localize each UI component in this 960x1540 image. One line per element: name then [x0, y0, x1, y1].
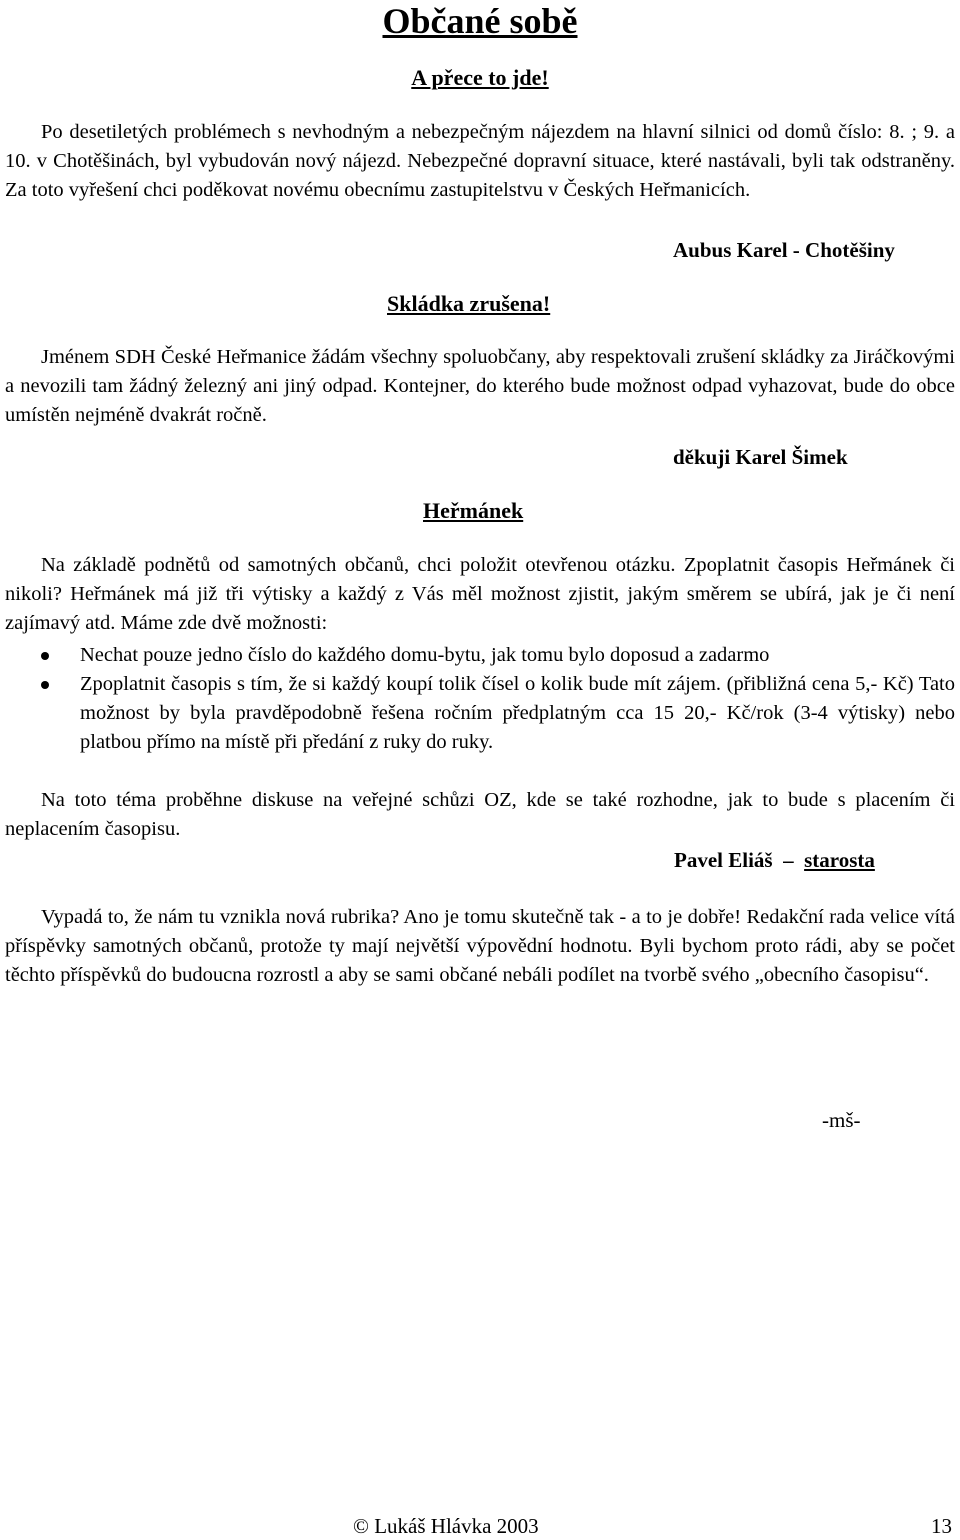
- signature-simek: děkuji Karel Šimek: [673, 445, 848, 469]
- section-paragraph-1: Po desetiletých problémech s nevhodným a nebezpečným nájezdem na hlavní silnici od domů číslo: 8. ; 9. a 10. v Chotěšinách, byl vybudován nový nájezd. Nebezpečné dopravní situace, které nastávali, byli tak odstraněny. Za toto vyřešení chci poděkovat novému obecnímu zastupitelstvu v Českých Heřmanicích.: [5, 121, 955, 201]
- bullet-icon: [41, 652, 49, 660]
- page-number: 13: [931, 1514, 952, 1538]
- options-list: [5, 641, 955, 757]
- signature-dash: –: [777, 848, 799, 872]
- section-paragraph-2: Jménem SDH České Heřmanice žádám všechny spoluobčany, aby respektovali zrušení skládky za Jiráčkovými a nevozili tam žádný železný ani jiný odpad. Kontejner, do kterého bude možnost odpad vyhazovat, bude do obce umístěn nejméně dvakrát ročně.: [5, 346, 955, 426]
- signature-elias: [674, 846, 875, 874]
- section-paragraph-4: Vypadá to, že nám tu vznikla nová rubrika? Ano je tomu skutečně tak - a to je dobře! Redakční rada velice vítá příspěvky samotných občanů, protože ty mají největší výpovědní hodnotu. Byli bychom proto rádi, aby se počet těchto příspěvků do budoucna rozrostl a aby se sami občané nebáli podílet na tvorbě svého „obecního časopisu“.: [5, 906, 955, 986]
- list-item-text: Nechat pouze jedno číslo do každého domu-bytu, jak tomu bylo doposud a zadarmo: [80, 644, 770, 666]
- signature-aubus: Aubus Karel - Chotěšiny: [673, 238, 895, 262]
- bullet-icon: [41, 681, 49, 689]
- signature-name: Pavel Eliáš: [674, 848, 773, 872]
- signature-role: starosta: [804, 848, 875, 872]
- list-item: [5, 641, 955, 670]
- section-heading-1: A přece to jde!: [411, 65, 549, 90]
- section-paragraph-3b: Na toto téma proběhne diskuse na veřejné schůzi OZ, kde se také rozhodne, jak to bude s placením či neplacením časopisu.: [5, 789, 955, 840]
- footer-copyright: © Lukáš Hlávka 2003: [353, 1514, 539, 1538]
- signature-ms: -mš-: [822, 1108, 861, 1132]
- section-heading-3: Heřmánek: [423, 498, 524, 523]
- section-heading-2: Skládka zrušena!: [387, 291, 551, 316]
- page-title: Občané sobě: [382, 1, 578, 41]
- list-item: [5, 670, 955, 757]
- list-item-text: Zpoplatnit časopis s tím, že si každý koupí tolik čísel o kolik bude mít zájem. (přibližná cena 5,- Kč) Tato možnost by byla pravděpodobně řešena ročním předplatným cca 15 20,- Kč/rok (3-4 výtisky) nebo platbou přímo na místě při předání z ruky do ruky.: [80, 673, 955, 753]
- section-paragraph-3: Na základě podnětů od samotných občanů, chci položit otevřenou otázku. Zpoplatnit časopis Heřmánek či nikoli? Heřmánek má již tři výtisky a každý z Vás měl možnost zjistit, jakým směrem se ubírá, jak je či není zajímavý atd. Máme zde dvě možnosti:: [5, 554, 955, 634]
